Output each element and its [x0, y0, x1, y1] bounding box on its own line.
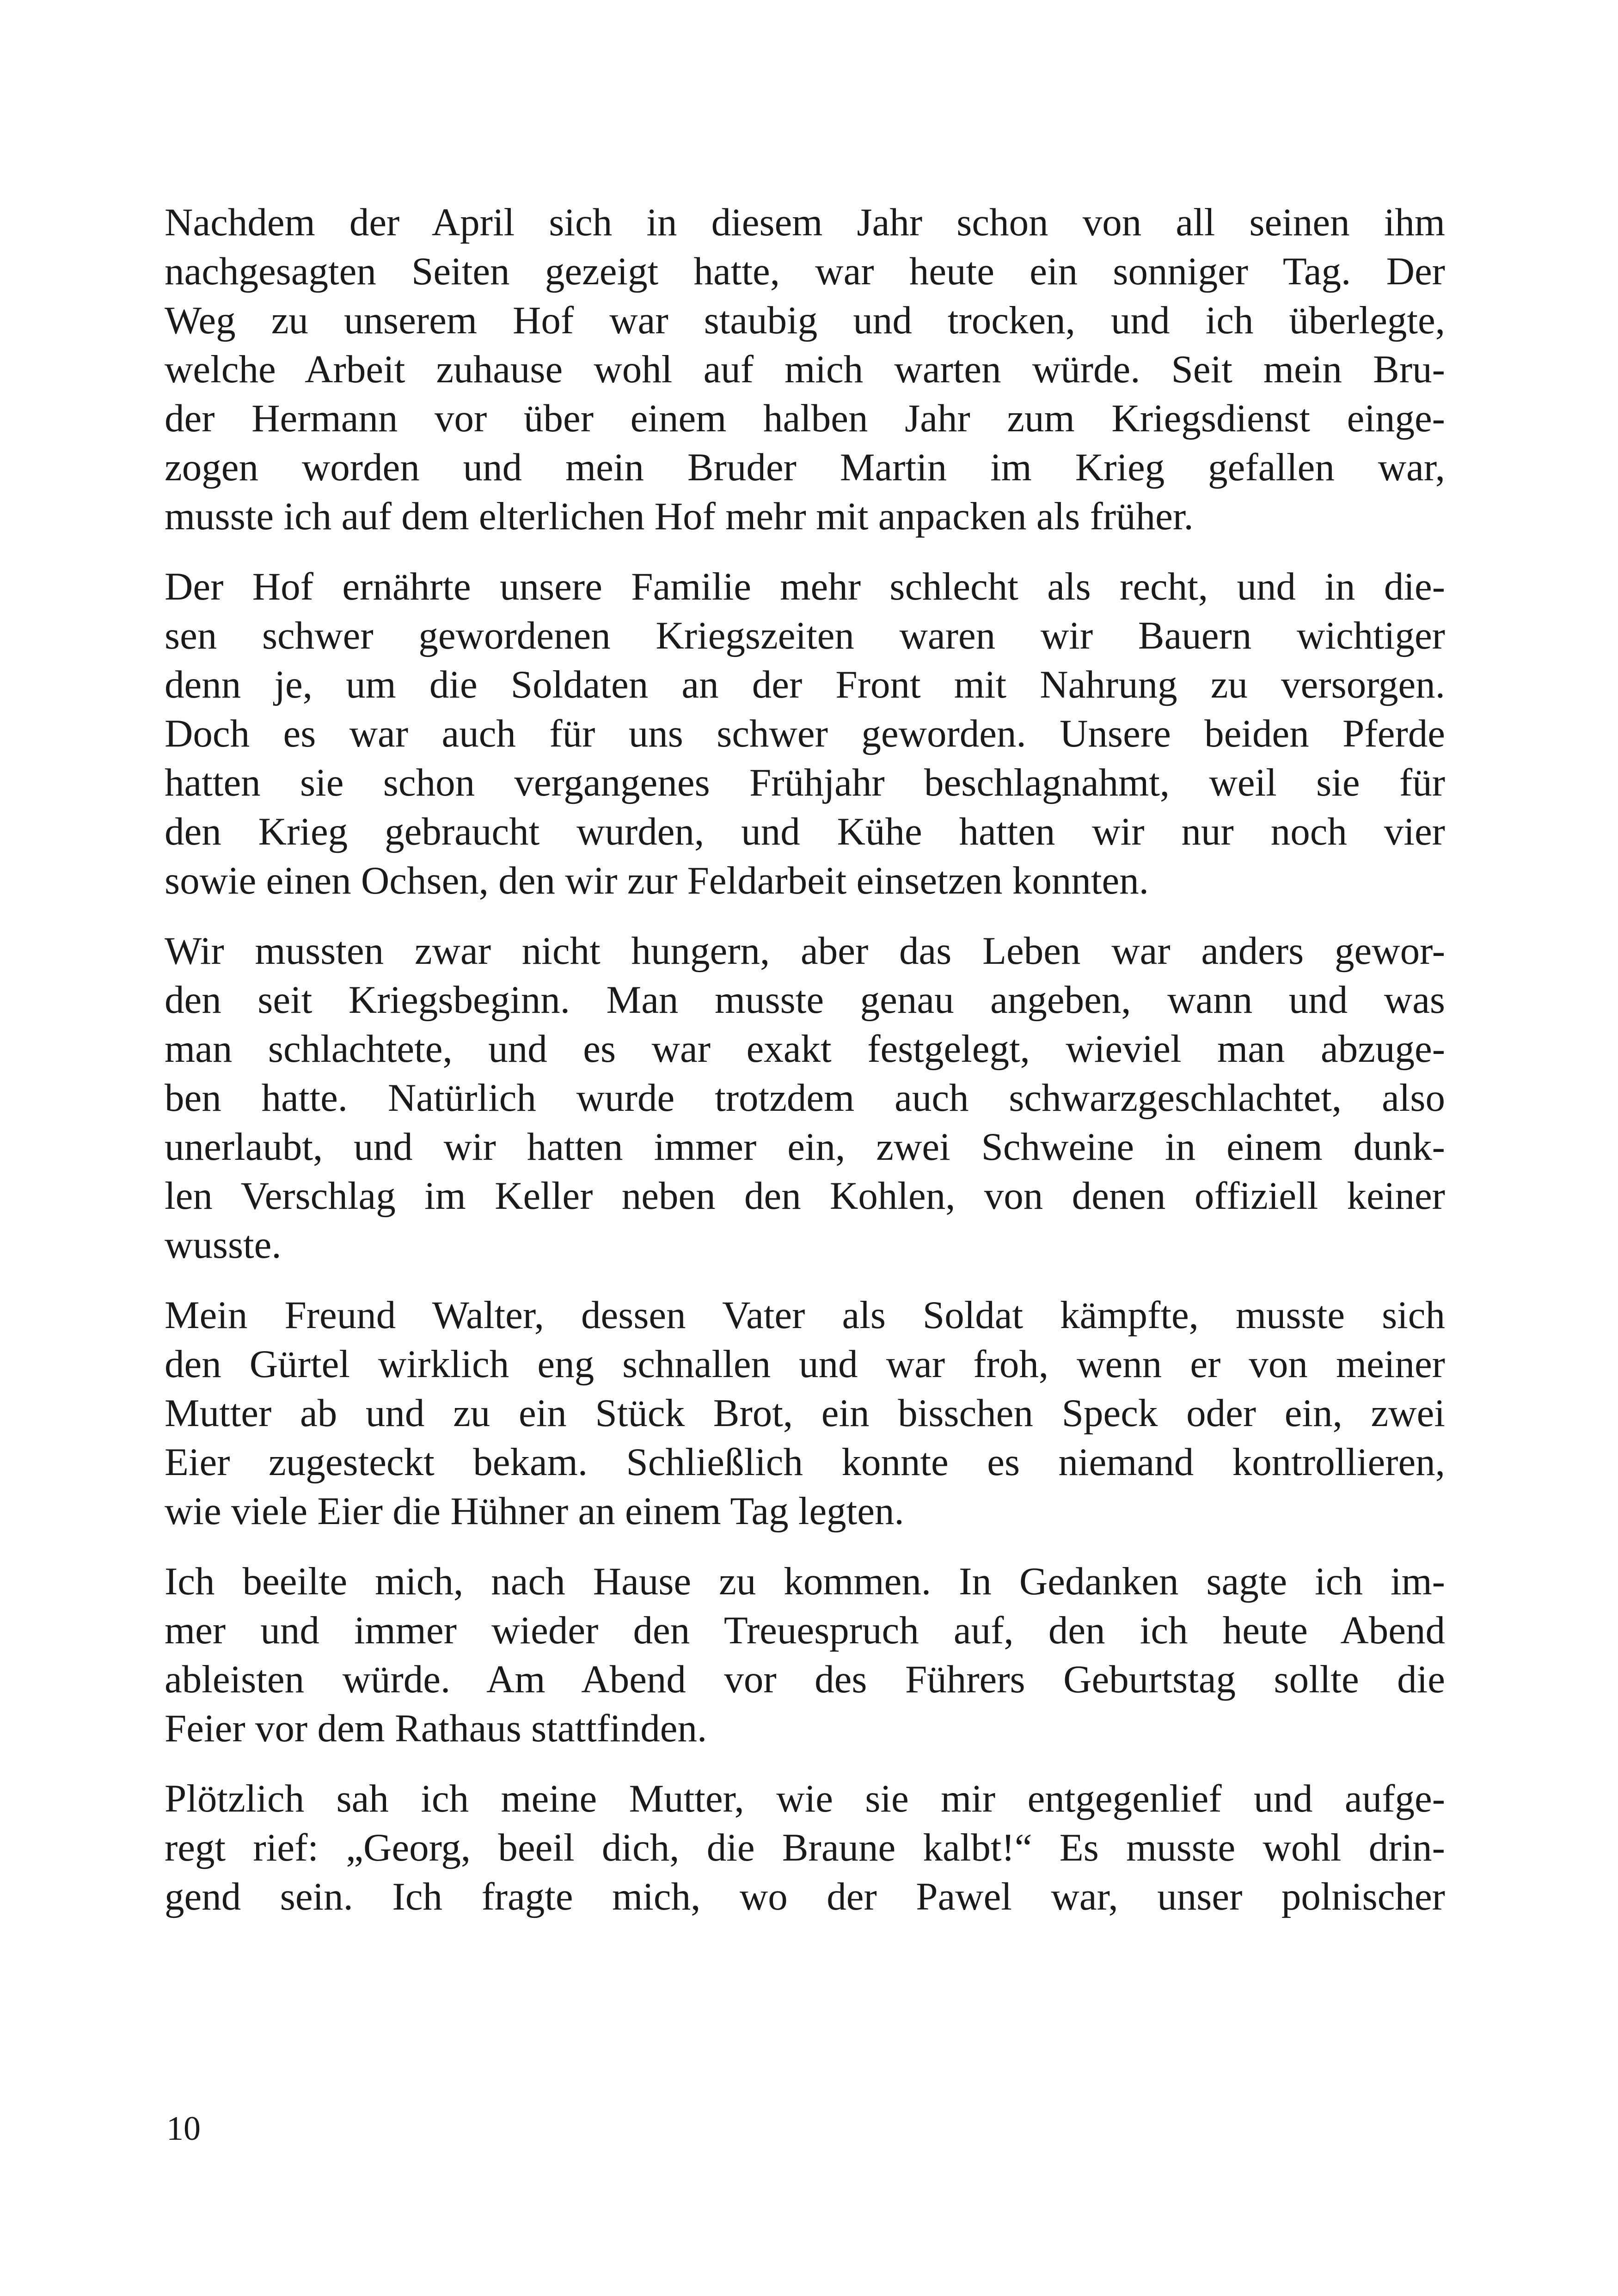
text-line: unerlaubt, und wir hatten immer ein, zwei Schweine in einem dunk-: [165, 1125, 1445, 1169]
text-line: musste ich auf dem elterlichen Hof mehr mit anpacken als früher.: [165, 495, 1194, 538]
text-line: nachgesagten Seiten gezeigt hatte, war heute ein sonniger Tag. Der: [165, 250, 1445, 293]
text-line: zogen worden und mein Bruder Martin im Krieg gefallen war,: [165, 446, 1445, 489]
text-line: den Gürtel wirklich eng schnallen und war froh, wenn er von meiner: [165, 1342, 1445, 1386]
page-number: 10: [166, 2110, 201, 2148]
paragraph: [165, 198, 1445, 541]
text-line: denn je, um die Soldaten an der Front mit Nahrung zu versorgen.: [165, 663, 1445, 706]
paragraph: [165, 926, 1445, 1269]
paragraph: [165, 562, 1445, 905]
text-line: regt rief: „Georg, beeil dich, die Braune kalbt!“ Es musste wohl drin-: [165, 1826, 1445, 1869]
text-line: Der Hof ernährte unsere Familie mehr schlecht als recht, und in die-: [165, 565, 1445, 608]
text-line: Ich beeilte mich, nach Hause zu kommen. In Gedanken sagte ich im-: [165, 1560, 1445, 1603]
text-line: den Krieg gebraucht wurden, und Kühe hatten wir nur noch vier: [165, 810, 1445, 853]
text-line: Wir mussten zwar nicht hungern, aber das Leben war anders gewor-: [165, 929, 1445, 973]
text-line: welche Arbeit zuhause wohl auf mich warten würde. Seit mein Bru-: [165, 348, 1445, 391]
text-line: Doch es war auch für uns schwer geworden. Unsere beiden Pferde: [165, 712, 1445, 755]
text-line: hatten sie schon vergangenes Frühjahr beschlagnahmt, weil sie für: [165, 761, 1445, 804]
text-line: gend sein. Ich fragte mich, wo der Pawel war, unser polnischer: [165, 1875, 1445, 1918]
paragraph: [165, 1774, 1445, 1921]
text-line: Feier vor dem Rathaus stattfinden.: [165, 1707, 707, 1750]
text-line: sen schwer gewordenen Kriegszeiten waren wir Bauern wichtiger: [165, 614, 1445, 657]
text-line: wusste.: [165, 1223, 282, 1267]
text-line: mer und immer wieder den Treuespruch auf, den ich heute Abend: [165, 1609, 1445, 1652]
paragraph: [165, 1557, 1445, 1753]
text-line: ben hatte. Natürlich wurde trotzdem auch schwarzgeschlachtet, also: [165, 1076, 1445, 1120]
text-line: Nachdem der April sich in diesem Jahr schon von all seinen ihm: [165, 201, 1445, 244]
text-line: Plötzlich sah ich meine Mutter, wie sie mir entgegenlief und aufge-: [165, 1777, 1445, 1820]
text-line: Eier zugesteckt bekam. Schließlich konnte es niemand kontrollieren,: [165, 1440, 1445, 1484]
body-text: [165, 198, 1445, 1942]
text-line: ableisten würde. Am Abend vor des Führers Geburtstag sollte die: [165, 1658, 1445, 1701]
text-line: den seit Kriegsbeginn. Man musste genau angeben, wann und was: [165, 978, 1445, 1022]
text-line: wie viele Eier die Hühner an einem Tag legten.: [165, 1489, 904, 1533]
text-line: Mein Freund Walter, dessen Vater als Soldat kämpfte, musste sich: [165, 1293, 1445, 1337]
paragraph: [165, 1291, 1445, 1536]
text-line: Weg zu unserem Hof war staubig und trocken, und ich überlegte,: [165, 299, 1445, 342]
text-line: len Verschlag im Keller neben den Kohlen, von denen offiziell keiner: [165, 1174, 1445, 1218]
text-line: man schlachtete, und es war exakt festgelegt, wieviel man abzuge-: [165, 1027, 1445, 1071]
text-line: sowie einen Ochsen, den wir zur Feldarbeit einsetzen konnten.: [165, 859, 1149, 902]
text-line: Mutter ab und zu ein Stück Brot, ein bisschen Speck oder ein, zwei: [165, 1391, 1445, 1435]
text-line: der Hermann vor über einem halben Jahr zum Kriegsdienst einge-: [165, 397, 1445, 440]
